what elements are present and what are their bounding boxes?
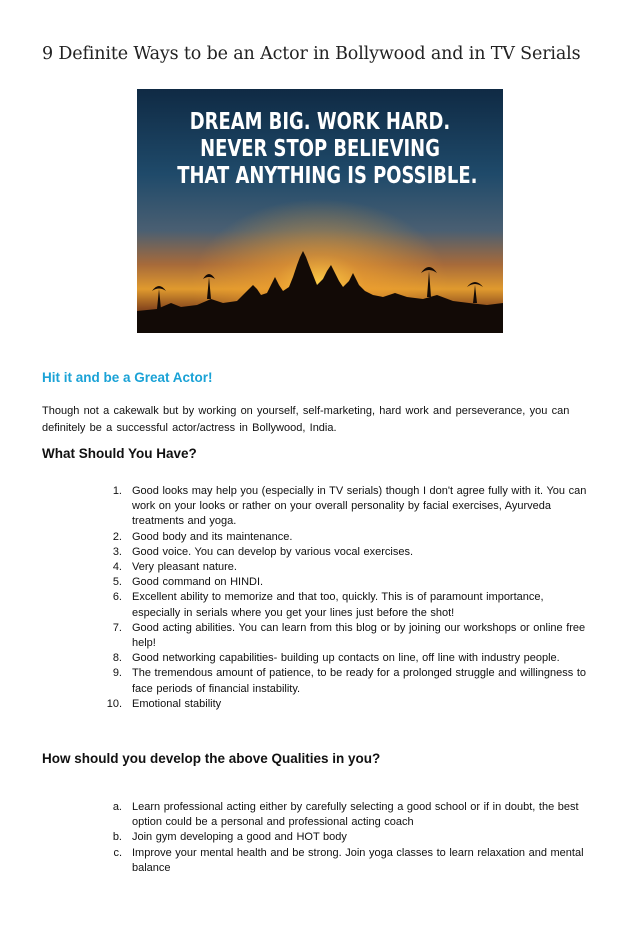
list-item: 9. The tremendous amount of patience, to be ready for a prolonged struggle and willingness to face periods of financial instability. bbox=[112, 667, 586, 695]
list-item: 6. Excellent ability to memorize and that too, quickly. This is of paramount importance, especially in serials where you get your lines just before the shot! bbox=[112, 591, 544, 619]
list-item: 3. Good voice. You can develop by various vocal exercises. bbox=[112, 545, 413, 558]
list-item: 1. Good looks may help you (especially in TV serials) though I don't agree fully with it. You can work on your looks or rather on your overall personality by facial exercises, Ayurveda treatments and yoga. bbox=[112, 485, 587, 528]
list-item: 8. Good networking capabilities- building up contacts on line, off line with industry people. bbox=[112, 652, 560, 665]
list-item: a. Learn professional acting either by carefully selecting a good school or if in doubt, the best option could be a personal and professional acting coach bbox=[112, 801, 579, 829]
qualities-list bbox=[0, 484, 638, 712]
list-item: 4. Very pleasant nature. bbox=[112, 561, 237, 574]
hero-quote-line-2: NEVER STOP BELIEVING bbox=[200, 136, 440, 162]
section-heading-what-should-you-have: What Should You Have? bbox=[42, 446, 197, 461]
document-title: 9 Definite Ways to be an Actor in Bollywood and in TV Serials bbox=[42, 44, 581, 64]
hero-image bbox=[137, 89, 503, 333]
list-item: c. Improve your mental health and be strong. Join yoga classes to learn relaxation and mental balance bbox=[113, 846, 584, 874]
hero-quote-line-1: DREAM BIG. WORK HARD. bbox=[189, 109, 451, 135]
list-item: 7. Good acting abilities. You can learn from this blog or by joining our workshops or online free help! bbox=[112, 621, 586, 650]
list-item: b. Join gym developing a good and HOT body bbox=[112, 831, 347, 844]
development-list bbox=[0, 800, 638, 876]
section-heading-how-to-develop: How should you develop the above Qualities in you? bbox=[42, 751, 381, 766]
hero-quote-line-3: THAT ANYTHING IS POSSIBLE. bbox=[177, 163, 478, 189]
hero-quote bbox=[177, 109, 478, 190]
section-heading-great-actor: Hit it and be a Great Actor! bbox=[42, 370, 213, 385]
list-item: 10. Emotional stability bbox=[106, 697, 222, 710]
list-item: 5. Good command on HINDI. bbox=[112, 576, 264, 589]
list-item: 2. Good body and its maintenance. bbox=[112, 530, 293, 543]
intro-paragraph: Though not a cakewalk but by working on yourself, self-marketing, hard work and perseverance, you can definitely be a successful actor/actress in Bollywood, India. bbox=[42, 405, 570, 434]
